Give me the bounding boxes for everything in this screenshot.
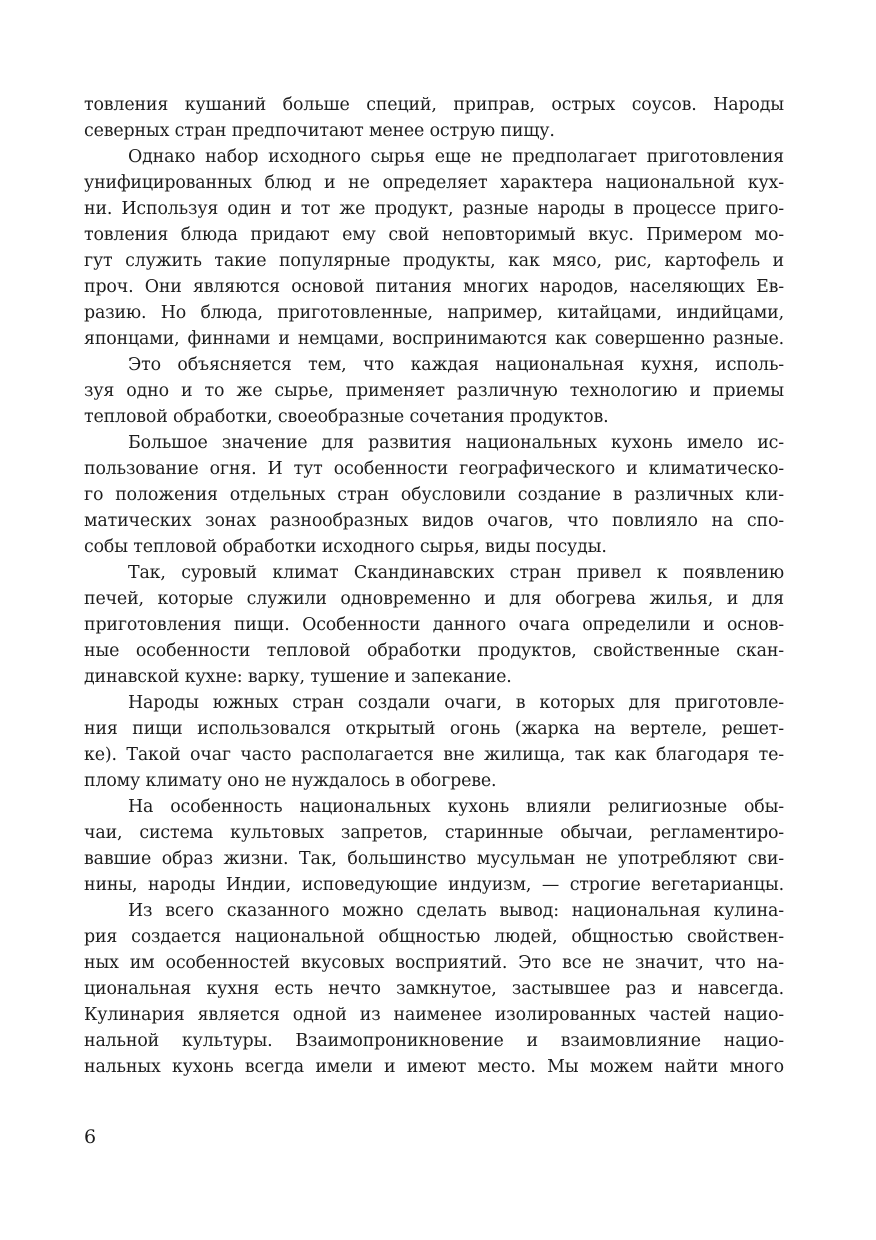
text-line: ни. Используя один и тот же продукт, разные народы в процессе приго-: [84, 199, 784, 219]
text-line: нальной культуры. Взаимопроникновение и взаимовлияние нацио-: [84, 1031, 784, 1051]
text-line: нальных кухонь всегда имели и имеют место. Мы можем найти много: [84, 1057, 784, 1077]
text-line: северных стран предпочитают менее острую пищу.: [84, 121, 555, 141]
text-line: тепловой обработки, своеобразные сочетания продуктов.: [84, 407, 609, 427]
text-line: го положения отдельных стран обусловили создание в различных кли-: [84, 485, 784, 505]
text-line: вавшие образ жизни. Так, большинство мусульман не употребляют сви-: [84, 849, 784, 869]
text-line: ния пищи использовался открытый огонь (жарка на вертеле, решет-: [84, 719, 784, 739]
text-line: ные особенности тепловой обработки продуктов, свойственные скан-: [84, 641, 784, 661]
text-line: приготовления пищи. Особенности данного очага определили и основ-: [84, 615, 784, 635]
text-line: рия создается национальной общностью людей, общностью свойствен-: [84, 927, 784, 947]
text-line: динавской кухне: варку, тушение и запекание.: [84, 667, 512, 687]
text-line: Народы южных стран создали очаги, в которых для приготовле-: [128, 693, 784, 713]
text-line: пользование огня. И тут особенности географического и климатическо-: [84, 459, 784, 479]
text-line: печей, которые служили одновременно и для обогрева жилья, и для: [84, 589, 784, 609]
text-line: Однако набор исходного сырья еще не предполагает приготовления: [128, 147, 784, 167]
text-line: нины, народы Индии, исповедующие индуизм, — строгие вегетарианцы.: [84, 875, 784, 895]
text-line: Так, суровый климат Скандинавских стран привел к появлению: [128, 563, 784, 583]
text-line: циональная кухня есть нечто замкнутое, застывшее раз и навсегда.: [84, 979, 784, 999]
text-line: ных им особенностей вкусовых восприятий. Это все не значит, что на-: [84, 953, 784, 973]
text-line: плому климату оно не нуждалось в обогреве.: [84, 771, 497, 791]
text-line: Кулинария является одной из наименее изолированных частей нацио-: [84, 1005, 784, 1025]
text-line: японцами, финнами и немцами, воспринимаются как совершенно разные.: [84, 329, 784, 349]
page-body: [84, 92, 784, 1080]
text-line: проч. Они являются основой питания многих народов, населяющих Ев-: [84, 277, 784, 297]
text-line: унифицированных блюд и не определяет характера национальной кух-: [84, 173, 784, 193]
page-number: 6: [84, 1126, 97, 1148]
text-line: разию. Но блюда, приготовленные, например, китайцами, индийцами,: [84, 303, 784, 323]
text-line: гут служить такие популярные продукты, как мясо, рис, картофель и: [84, 251, 784, 271]
text-line: Из всего сказанного можно сделать вывод: национальная кулина-: [128, 901, 784, 921]
text-line: чаи, система культовых запретов, старинные обычаи, регламентиро-: [84, 823, 784, 843]
text-line: товления блюда придают ему свой неповторимый вкус. Примером мо-: [84, 225, 784, 245]
text-line: Большое значение для развития национальных кухонь имело ис-: [128, 433, 784, 453]
text-line: собы тепловой обработки исходного сырья, виды посуды.: [84, 537, 607, 557]
text-line: ке). Такой очаг часто располагается вне жилища, так как благодаря те-: [84, 745, 784, 765]
text-line: матических зонах разнообразных видов очагов, что повлияло на спо-: [84, 511, 784, 531]
text-line: зуя одно и то же сырье, применяет различную технологию и приемы: [84, 381, 784, 401]
text-line: На особенность национальных кухонь влияли религиозные обы-: [128, 797, 784, 817]
text-line: товления кушаний больше специй, приправ, острых соусов. Народы: [84, 95, 784, 115]
text-line: Это объясняется тем, что каждая национальная кухня, исполь-: [128, 355, 784, 375]
